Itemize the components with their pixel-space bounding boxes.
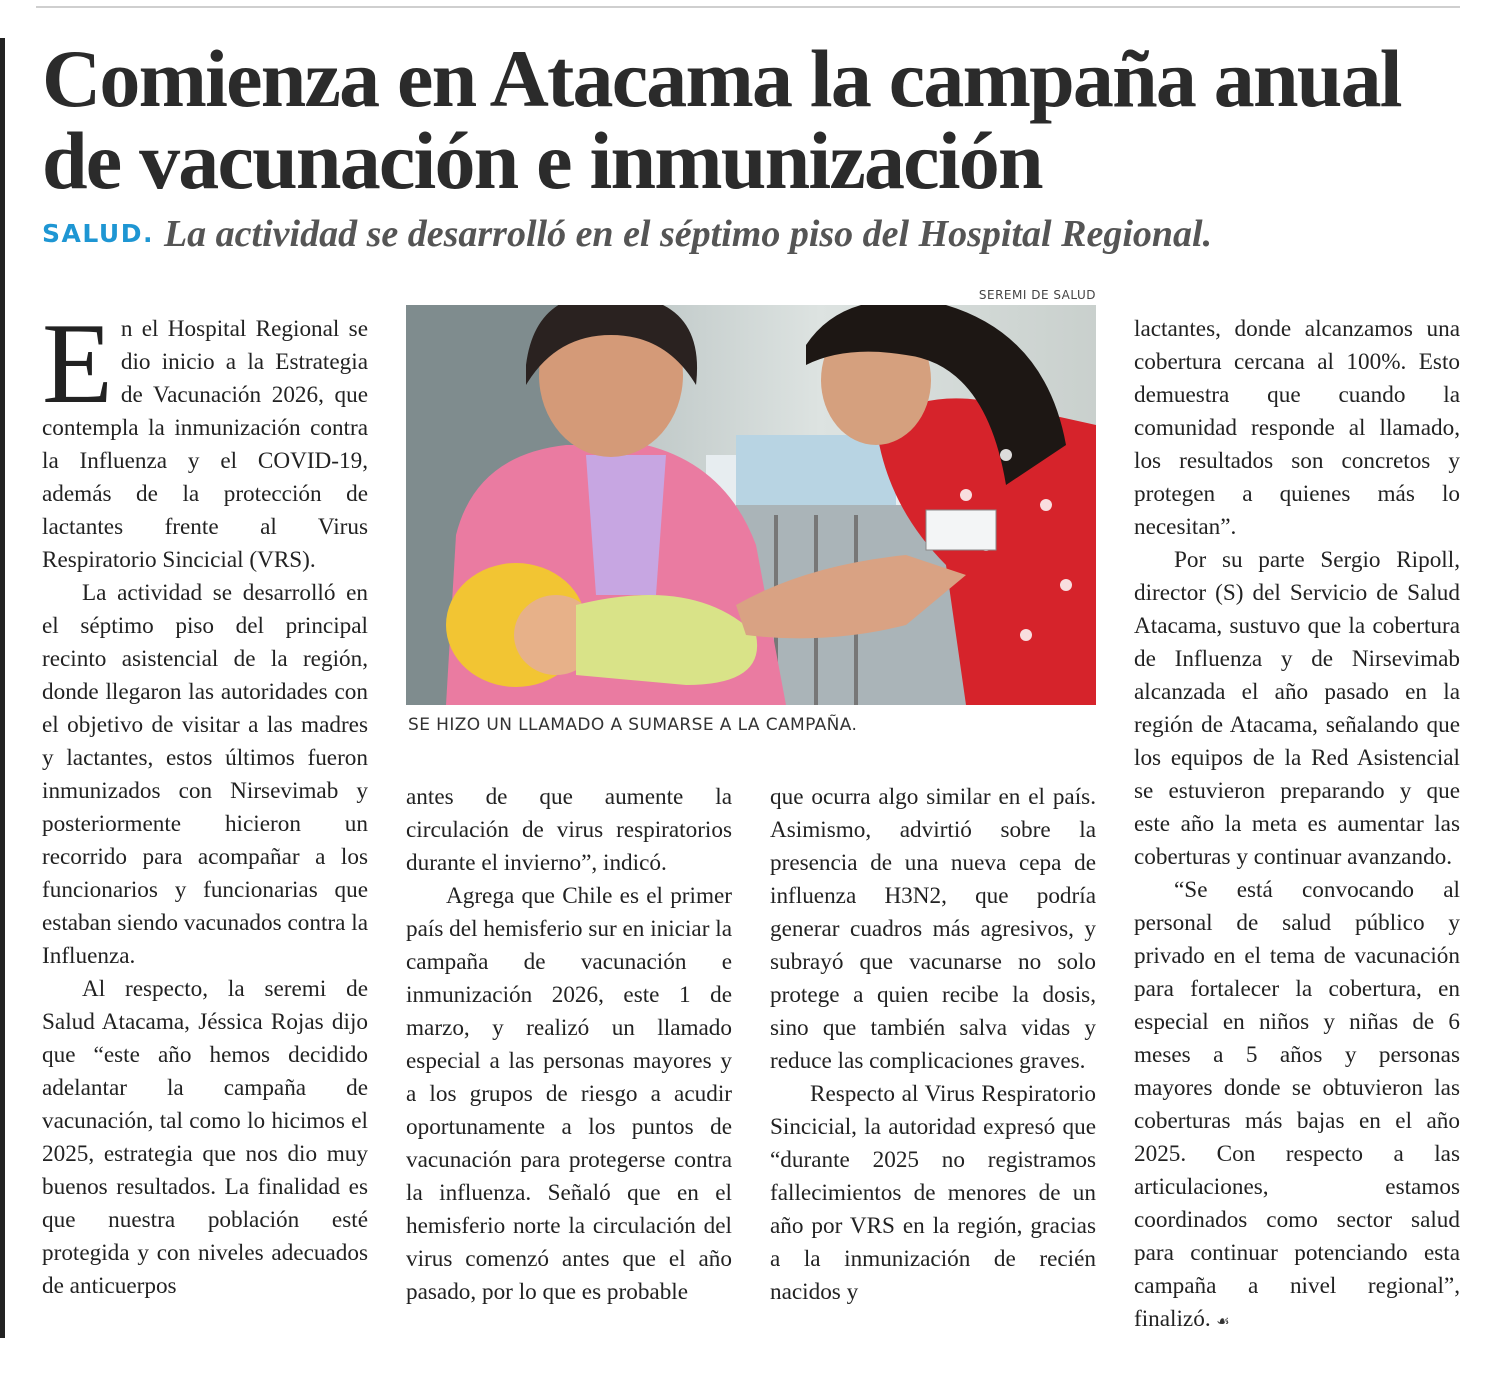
paragraph: lactantes, donde alcanzamos una cobertura cercana al 100%. Esto demuestra que cuando la comunidad responde al llamado, los resultados son concretos y protegen a quienes más lo necesitan”.	[1134, 316, 1460, 540]
article-column-2	[406, 781, 732, 1309]
article-column-4	[1134, 313, 1460, 1338]
photo-credit: SEREMI DE SALUD	[978, 288, 1096, 302]
article-photo	[406, 305, 1096, 705]
end-mark-icon: ☙	[1216, 1312, 1230, 1330]
paragraph: Agrega que Chile es el primer país del hemisferio sur en iniciar la campaña de vacunación e inmunización 2026, este 1 de marzo, y realizó un llamado especial a las personas mayores y a los grupos de riesgo a acudir oportunamente a los puntos de vacunación para protegerse contra la influenza. Señaló que en el hemisferio norte la circulación del virus comenzó antes que el año pasado, por lo que es probable	[406, 883, 732, 1305]
photo-caption: SE HIZO UN LLAMADO A SUMARSE A LA CAMPAÑA.	[408, 715, 858, 735]
paragraph: que ocurra algo similar en el país. Asimismo, advirtió sobre la presencia de una nueva cepa de influenza H3N2, que podría generar cuadros más agresivos, y subrayó que vacunarse no solo protege a quien recibe la dosis, sino que también salva vidas y reduce las complicaciones graves.	[770, 784, 1096, 1074]
paragraph: antes de que aumente la circulación de virus respiratorios durante el invierno”, indicó.	[406, 784, 732, 876]
paragraph: En el Hospital Regional se dio inicio a la Estrategia de Vacunación 2026, que contempla la inmunización contra la Influenza y el COVID-19, además de la protección de lactantes frente al Virus Respiratorio Sincicial (VRS).	[42, 300, 368, 573]
subheadline	[42, 212, 1462, 256]
paragraph: Por su parte Sergio Ripoll, director (S) del Servicio de Salud Atacama, sustuvo que la cobertura de Influenza y de Nirsevimab alcanzada el año pasado en la región de Atacama, señalando que los equipos de la Red Asistencial se estuvieron preparando y que este año la meta es aumentar las coberturas y continuar avanzando.	[1134, 547, 1460, 870]
section-tag: SALUD.	[42, 219, 154, 248]
left-rule	[0, 38, 5, 1338]
article-column-3	[770, 781, 1096, 1309]
headline: Comienza en Atacama la campaña anual de vacunación e inmunización	[42, 33, 1401, 206]
drop-cap: E	[42, 300, 113, 428]
paragraph: “Se está convocando al personal de salud público y privado en el tema de vacunación para fortalecer la cobertura, en especial en niños y niñas de 6 meses a 5 años y personas mayores donde se obtuvieron las coberturas más bajas en el año 2025. Con respecto a las articulaciones, estamos coordinados como sector salud para continuar potenciando esta campaña a nivel regional”, finalizó. ☙	[1134, 877, 1460, 1332]
subheadline-text: La actividad se desarrolló en el séptimo piso del Hospital Regional.	[163, 213, 1213, 255]
paragraph: Al respecto, la seremi de Salud Atacama, Jéssica Rojas dijo que “este año hemos decidido adelantar la campaña de vacunación, tal como lo hicimos el 2025, estrategia que nos dio muy buenos resultados. La finalidad es que nuestra población esté protegida y con niveles adecuados de anticuerpos	[42, 976, 368, 1299]
paragraph: Respecto al Virus Respiratorio Sincicial, la autoridad expresó que “durante 2025 no registramos fallecimientos de menores de un año por VRS en la región, gracias a la inmunización de recién nacidos y	[770, 1081, 1096, 1305]
top-rule	[36, 6, 1460, 8]
article-column-1	[42, 300, 368, 1303]
paragraph: La actividad se desarrolló en el séptimo piso del principal recinto asistencial de la región, donde llegaron las autoridades con el objetivo de visitar a las madres y lactantes, estos últimos fueron inmunizados con Nirsevimab y posteriormente hicieron un recorrido para acompañar a los funcionarios y funcionarias que estaban siendo vacunados contra la Influenza.	[42, 580, 368, 969]
